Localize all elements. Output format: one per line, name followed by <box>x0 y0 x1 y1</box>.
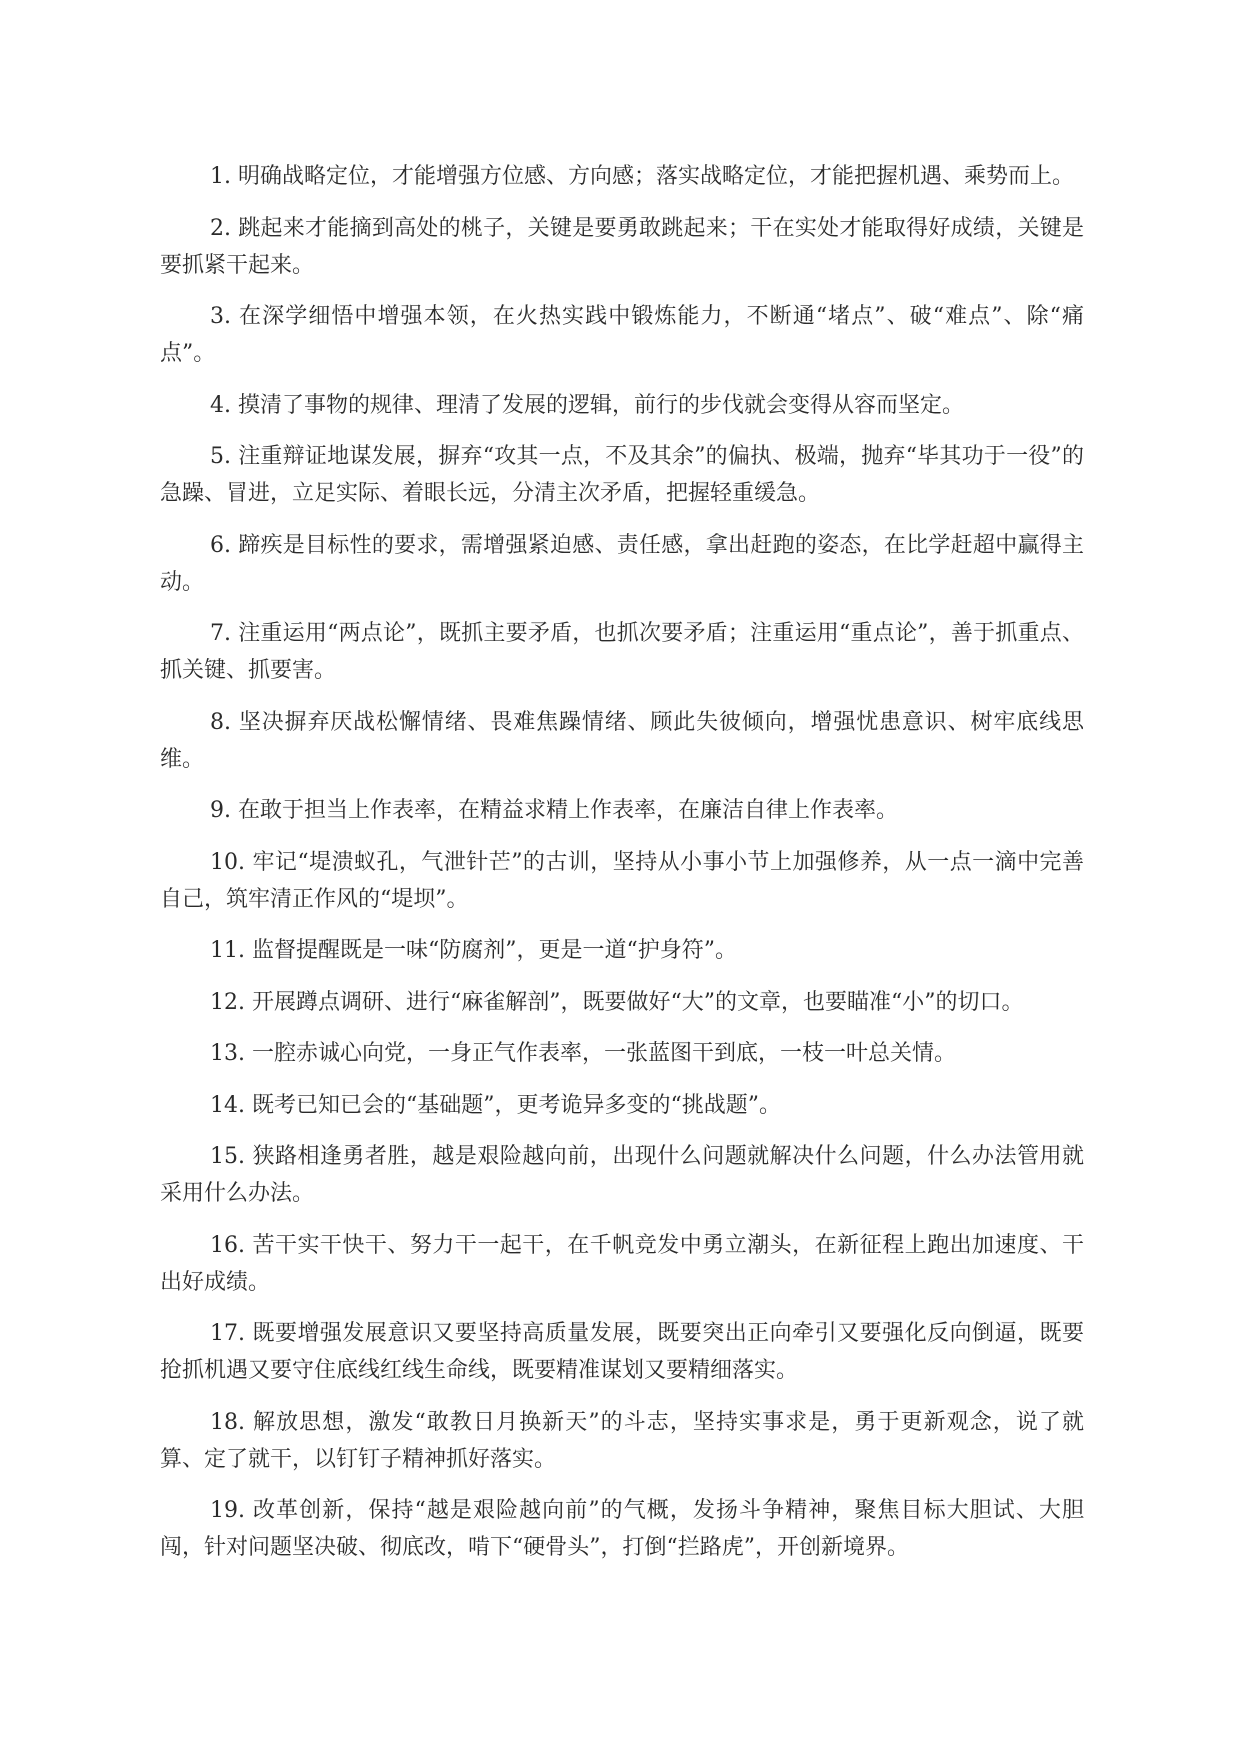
paragraph-14: 14. 既考已知已会的“基础题”，更考诡异多变的“挑战题”。 <box>210 1092 781 1118</box>
paragraph-16: 16. 苦干实干快干、努力干一起干，在千帆竞发中勇立潮头，在新征程上跑出加速度、干出好成绩。 <box>160 1232 1084 1295</box>
paragraph-8: 8. 坚决摒弃厌战松懈情绪、畏难焦躁情绪、顾此失彼倾向，增强忧患意识、树牢底线思维。 <box>160 709 1084 772</box>
paragraph-5: 5. 注重辩证地谋发展，摒弃“攻其一点，不及其余”的偏执、极端，抛弃“毕其功于一役”的急躁、冒进，立足实际、着眼长远，分清主次矛盾，把握轻重缓急。 <box>160 444 1084 506</box>
document-body <box>160 158 1084 1581</box>
paragraph-2: 2. 跳起来才能摘到高处的桃子，关键是要勇敢跳起来；干在实处才能取得好成绩，关键是要抓紧干起来。 <box>160 215 1084 278</box>
paragraph-3: 3. 在深学细悟中增强本领，在火热实践中锻炼能力，不断通“堵点”、破“难点”、除“痛点”。 <box>160 304 1084 366</box>
paragraph-9: 9. 在敢于担当上作表率，在精益求精上作表率，在廉洁自律上作表率。 <box>210 798 898 823</box>
paragraph-12: 12. 开展蹲点调研、进行“麻雀解剖”，既要做好“大”的文章，也要瞄准“小”的切口。 <box>210 989 1024 1015</box>
paragraph-18: 18. 解放思想，激发“敢教日月换新天”的斗志，坚持实事求是，勇于更新观念，说了就算、定了就干，以钉钉子精神抓好落实。 <box>160 1409 1084 1472</box>
paragraph-6: 6. 蹄疾是目标性的要求，需增强紧迫感、责任感，拿出赶跑的姿态，在比学赶超中赢得主动。 <box>160 532 1084 595</box>
paragraph-7: 7. 注重运用“两点论”，既抓主要矛盾，也抓次要矛盾；注重运用“重点论”，善于抓重点、抓关键、抓要害。 <box>160 621 1084 683</box>
paragraph-1: 1. 明确战略定位，才能增强方位感、方向感；落实战略定位，才能把握机遇、乘势而上。 <box>210 164 1074 189</box>
paragraph-11: 11. 监督提醒既是一味“防腐剂”，更是一道“护身符”。 <box>210 938 737 963</box>
paragraph-4: 4. 摸清了事物的规律、理清了发展的逻辑，前行的步伐就会变得从容而坚定。 <box>210 392 964 418</box>
paragraph-13: 13. 一腔赤诚心向党，一身正气作表率，一张蓝图干到底，一枝一叶总关情。 <box>210 1041 956 1066</box>
paragraph-17: 17. 既要增强发展意识又要坚持高质量发展，既要突出正向牵引又要强化反向倒逼，既要抢抓机遇又要守住底线红线生命线，既要精准谋划又要精细落实。 <box>160 1321 1084 1383</box>
paragraph-19: 19. 改革创新，保持“越是艰险越向前”的气概，发扬斗争精神，聚焦目标大胆试、大胆闯，针对问题坚决破、彻底改，啃下“硬骨头”，打倒“拦路虎”，开创新境界。 <box>160 1498 1084 1560</box>
paragraph-10: 10. 牢记“堤溃蚁孔，气泄针芒”的古训，坚持从小事小节上加强修养，从一点一滴中完善自己，筑牢清正作风的“堤坝”。 <box>160 849 1084 912</box>
paragraph-15: 15. 狭路相逢勇者胜，越是艰险越向前，出现什么问题就解决什么问题，什么办法管用就采用什么办法。 <box>160 1144 1084 1206</box>
